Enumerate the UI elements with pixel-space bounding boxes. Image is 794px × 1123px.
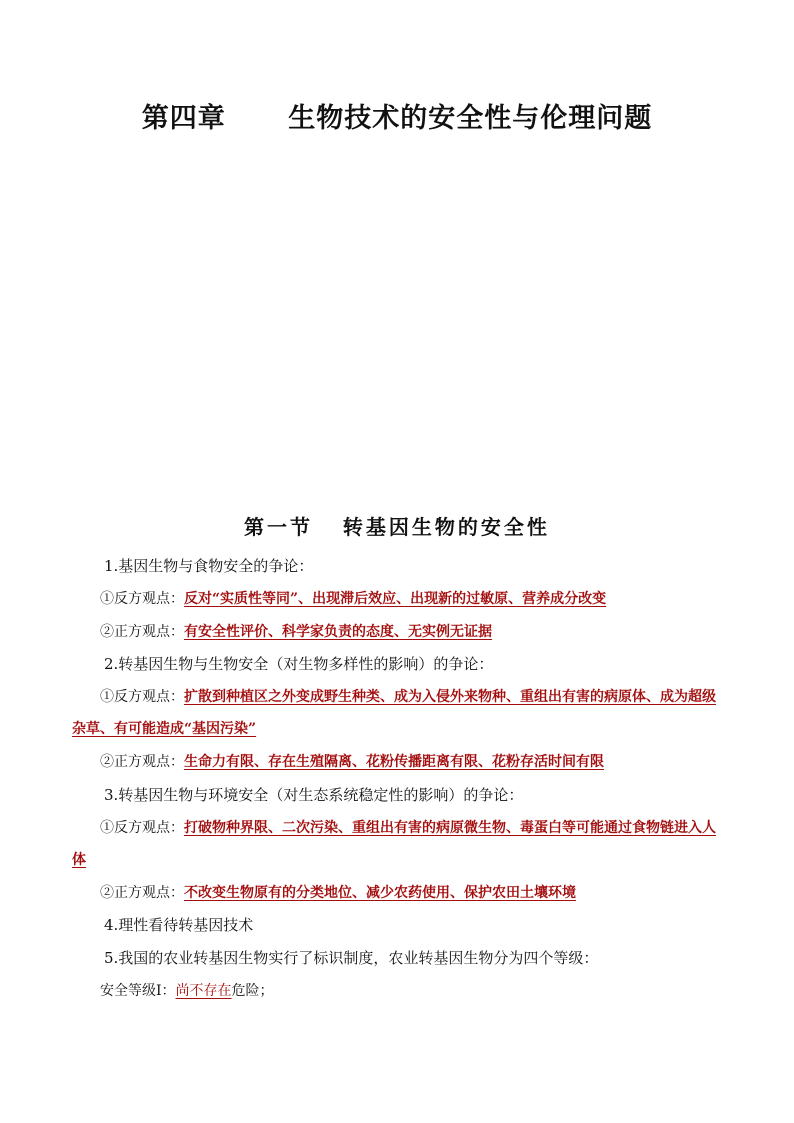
con-view-answer: 反对“实质性等同”、出现滞后效应、出现新的过敏原、营养成分改变 bbox=[184, 591, 607, 607]
con-view-answer: 打破物种界限、二次污染、重组出有害的病原微生物、毒蛋白等可能通过食物链进入人 bbox=[184, 820, 716, 836]
question-2-con-view bbox=[100, 686, 716, 708]
question-1-con-view bbox=[100, 588, 606, 610]
question-3-con-view bbox=[100, 817, 716, 839]
pro-view-answer: 不改变生物原有的分类地位、减少农药使用、保护农田土壤环境 bbox=[184, 885, 576, 901]
question-1-text: 1.基因生物与食物安全的争论： bbox=[104, 557, 314, 575]
question-5-text: 5.我国的农业转基因生物实行了标识制度，农业转基因生物分为四个等级： bbox=[104, 949, 599, 967]
con-view-label: ①反方观点： bbox=[100, 591, 184, 607]
question-2-text: 2.转基因生物与生物安全（对生物多样性的影响）的争论： bbox=[104, 655, 494, 673]
con-view-label: ①反方观点： bbox=[100, 689, 184, 705]
safety-level-label: 安全等级Ⅰ： bbox=[100, 983, 176, 999]
con-view-answer: 扩散到种植区之外变成野生种类、成为入侵外来物种、重组出有害的病原体、成为超级 bbox=[184, 689, 716, 705]
question-3-con-view-continuation: 体 bbox=[72, 852, 86, 868]
question-3-text: 3.转基因生物与环境安全（对生态系统稳定性的影响）的争论： bbox=[104, 786, 524, 804]
question-4-heading bbox=[104, 914, 253, 936]
question-5-heading bbox=[104, 947, 598, 969]
safety-level-1 bbox=[100, 980, 274, 1002]
con-view-label: ①反方观点： bbox=[100, 820, 184, 836]
question-2-con-view-continuation: 杂草、有可能造成“基因污染” bbox=[72, 721, 257, 737]
pro-view-label: ②正方观点： bbox=[100, 754, 184, 770]
question-4-text: 4.理性看待转基因技术 bbox=[104, 916, 254, 934]
question-2-pro-view bbox=[100, 751, 604, 773]
question-3-heading bbox=[104, 784, 523, 806]
pro-view-label: ②正方观点： bbox=[100, 624, 184, 640]
safety-level-answer: 尚不存在 bbox=[175, 983, 232, 999]
pro-view-answer: 有安全性评价、科学家负责的态度、无实例无证据 bbox=[184, 624, 492, 640]
chapter-title: 第四章 生物技术的安全性与伦理问题 bbox=[141, 103, 653, 134]
safety-level-tail: 危险； bbox=[231, 983, 274, 999]
question-1-pro-view bbox=[100, 621, 492, 643]
question-2-heading bbox=[104, 653, 493, 675]
section-title: 第一节 转基因生物的安全性 bbox=[244, 515, 550, 539]
pro-view-answer: 生命力有限、存在生殖隔离、花粉传播距离有限、花粉存活时间有限 bbox=[184, 754, 604, 770]
question-1-heading bbox=[104, 555, 313, 577]
pro-view-label: ②正方观点： bbox=[100, 885, 184, 901]
question-3-pro-view bbox=[100, 882, 576, 904]
